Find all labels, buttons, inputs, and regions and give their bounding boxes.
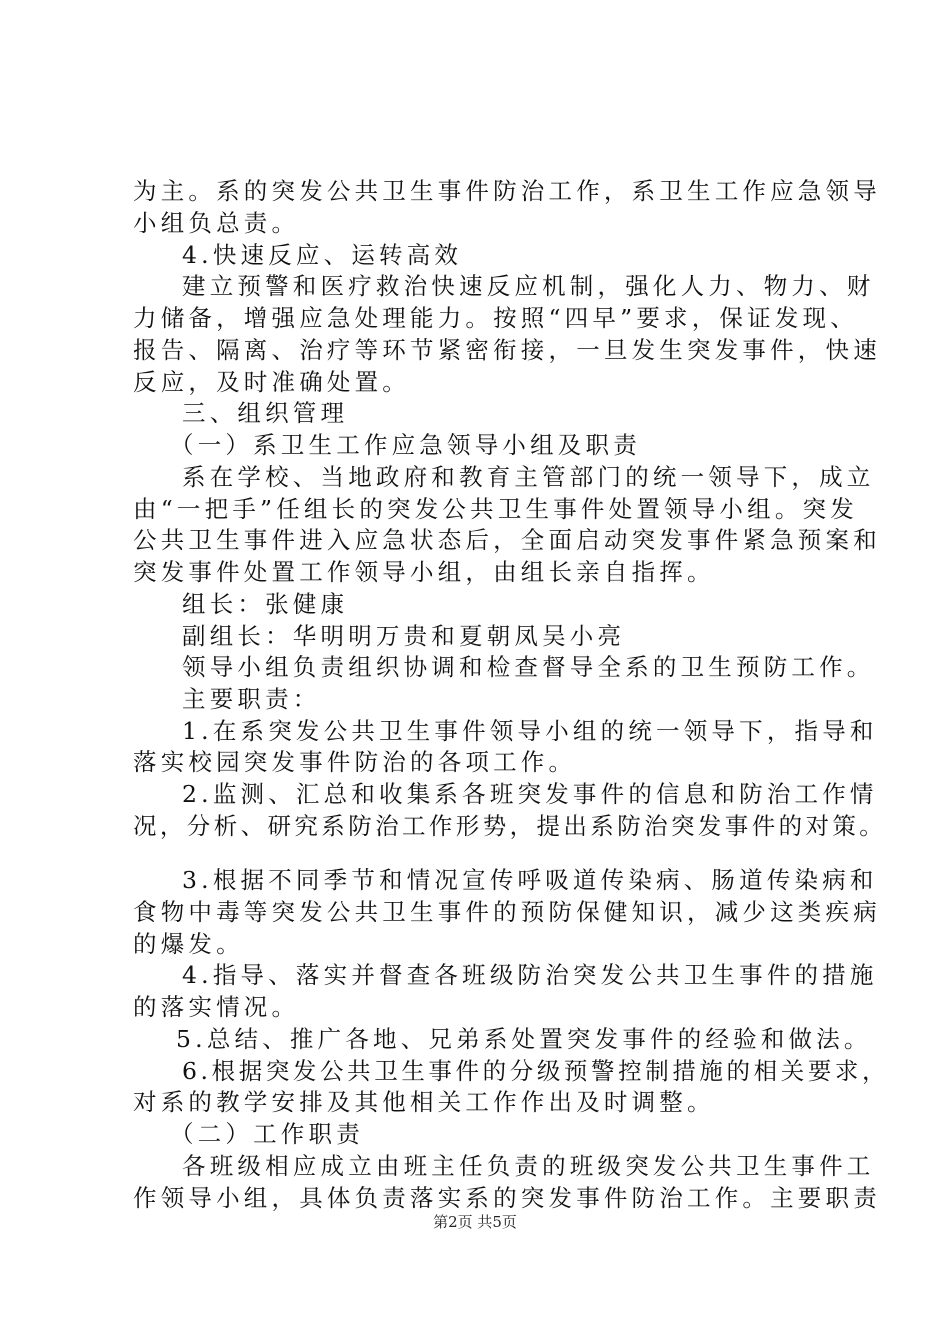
- text-line: 小组负总责。: [133, 209, 300, 237]
- text-line: 6.根据突发公共卫生事件的分级预警控制措施的相关要求，: [182, 1057, 890, 1085]
- text-line: 报告、隔离、治疗等环节紧密衔接，一旦发生突发事件，快速: [133, 336, 881, 364]
- text-line: 副组长：华明明万贵和夏朝凤吴小亮: [182, 622, 626, 650]
- text-line: 对系的教学安排及其他相关工作作出及时调整。: [133, 1088, 715, 1116]
- text-line: 力储备，增强应急处理能力。按照“四早”要求，保证发现、: [133, 304, 858, 332]
- text-line: 况，分析、研究系防治工作形势，提出系防治突发事件的对策。: [133, 812, 887, 840]
- text-line: 4.指导、落实并督查各班级防治突发公共卫生事件的措施: [182, 961, 878, 989]
- subsection-heading: （二）工作职责: [170, 1120, 364, 1148]
- text-line: 作领导小组，具体负责落实系的突发事件防治工作。主要职责: [133, 1184, 881, 1212]
- text-line: 的爆发。: [133, 930, 244, 958]
- text-line: 公共卫生事件进入应急状态后，全面启动突发事件紧急预案和: [133, 526, 881, 554]
- text-line: 反应，及时准确处置。: [133, 368, 410, 396]
- text-line: 3.根据不同季节和情况宣传呼吸道传染病、肠道传染病和: [182, 866, 878, 894]
- text-line: 各班级相应成立由班主任负责的班级突发公共卫生事件工: [182, 1152, 875, 1180]
- text-line: 为主。系的突发公共卫生事件防治工作，系卫生工作应急领导: [133, 177, 881, 205]
- text-line: 主要职责：: [182, 685, 321, 713]
- text-line: 领导小组负责组织协调和检查督导全系的卫生预防工作。: [182, 653, 875, 681]
- text-line: 组长：张健康: [182, 590, 349, 618]
- text-line: 系在学校、当地政府和教育主管部门的统一领导下，成立: [182, 463, 875, 491]
- text-line: 突发事件处置工作领导小组，由组长亲自指挥。: [133, 558, 715, 586]
- page-number-footer: 第2页 共5页: [433, 1213, 517, 1231]
- text-line: 2.监测、汇总和收集系各班突发事件的信息和防治工作情: [182, 780, 878, 808]
- subsection-heading: （一）系卫生工作应急领导小组及职责: [170, 431, 641, 459]
- section-heading: 三、组织管理: [182, 399, 349, 427]
- text-line: 落实校园突发事件防治的各项工作。: [133, 748, 577, 776]
- text-line: 1.在系突发公共卫生事件领导小组的统一领导下，指导和: [182, 717, 878, 745]
- text-line: 5.总结、推广各地、兄弟系处置突发事件的经验和做法。: [176, 1025, 872, 1053]
- text-line: 食物中毒等突发公共卫生事件的预防保健知识，减少这类疾病: [133, 898, 881, 926]
- text-line: 建立预警和医疗救治快速反应机制，强化人力、物力、财: [182, 272, 875, 300]
- text-line: 的落实情况。: [133, 993, 300, 1021]
- text-line: 由“一把手”任组长的突发公共卫生事件处置领导小组。突发: [133, 495, 858, 523]
- text-line: 4.快速反应、运转高效: [182, 241, 463, 269]
